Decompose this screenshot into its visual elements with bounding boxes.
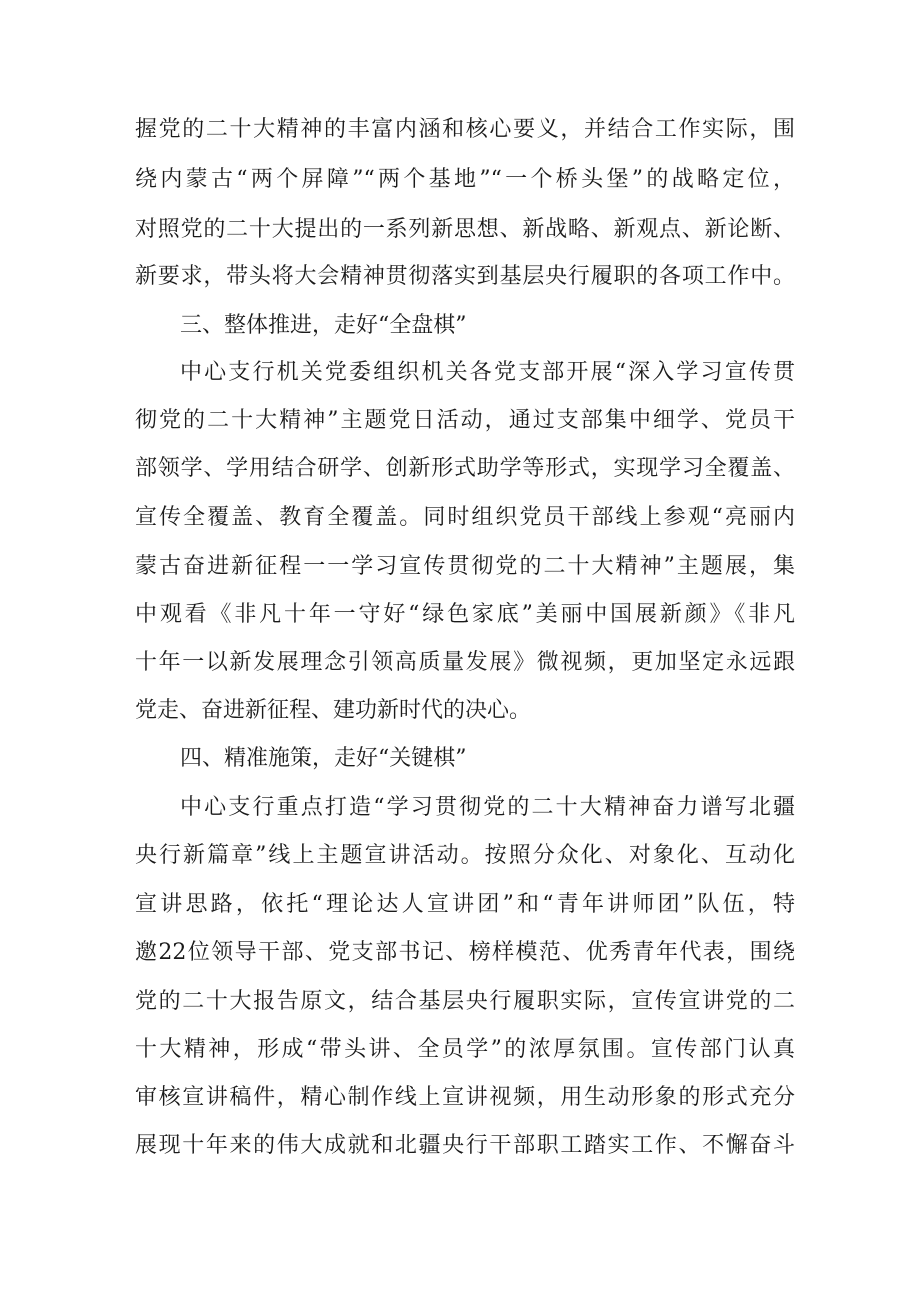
- body-text-line: 党的二十大报告原文，结合基层央行履职实际，宣传宣讲党的二: [135, 989, 795, 1014]
- body-text-line: 邀22位领导干部、党支部书记、榜样模范、优秀青年代表，围绕: [135, 940, 795, 965]
- body-text-line: 展现十年来的伟大成就和北疆央行干部职工踏实工作、不懈奋斗: [135, 1133, 795, 1158]
- paragraph-first-line: 中心支行重点打造“学习贯彻党的二十大精神奋力谱写北疆: [180, 795, 795, 820]
- body-text-line: 宣传全覆盖、教育全覆盖。同时组织党员干部线上参观“亮丽内: [135, 505, 795, 530]
- body-text-line: 中观看《非凡十年一守好“绿色家底”美丽中国展新颜》《非凡: [135, 602, 795, 627]
- body-text-line: 新要求，带头将大会精神贯彻落实到基层央行履职的各项工作中。: [135, 264, 795, 289]
- body-text-line: 彻党的二十大精神”主题党日活动，通过支部集中细学、党员干: [135, 408, 795, 433]
- body-text-line: 宣讲思路，依托“理论达人宣讲团”和“青年讲师团”队伍，特: [135, 892, 795, 917]
- body-text-line: 握党的二十大精神的丰富内涵和核心要义，并结合工作实际，围: [135, 117, 795, 142]
- body-text-line: 央行新篇章”线上主题宣讲活动。按照分众化、对象化、互动化: [135, 843, 795, 868]
- section-heading-4: 四、精准施策，走好“关键棋”: [180, 746, 467, 771]
- section-heading-3: 三、整体推进，走好“全盘棋”: [180, 313, 467, 338]
- paragraph-first-line: 中心支行机关党委组织机关各党支部开展“深入学习宣传贯: [180, 360, 795, 385]
- body-text-line: 蒙古奋进新征程一一学习宣传贯彻党的二十大精神”主题展，集: [135, 554, 795, 579]
- body-text-line: 绕内蒙古“两个屏障”“两个基地”“一个桥头堡”的战略定位，: [135, 167, 795, 192]
- body-text-line: 十年一以新发展理念引领高质量发展》微视频，更加坚定永远跟: [135, 650, 795, 675]
- body-text-line: 党走、奋进新征程、建功新时代的决心。: [135, 698, 532, 723]
- body-text-line: 部领学、学用结合研学、创新形式助学等形式，实现学习全覆盖、: [135, 456, 795, 481]
- body-text-line: 对照党的二十大提出的一系列新思想、新战略、新观点、新论断、: [135, 217, 795, 242]
- body-text-line: 审核宣讲稿件，精心制作线上宣讲视频，用生动形象的形式充分: [135, 1085, 795, 1110]
- body-text-line: 十大精神，形成“带头讲、全员学”的浓厚氛围。宣传部门认真: [135, 1037, 795, 1062]
